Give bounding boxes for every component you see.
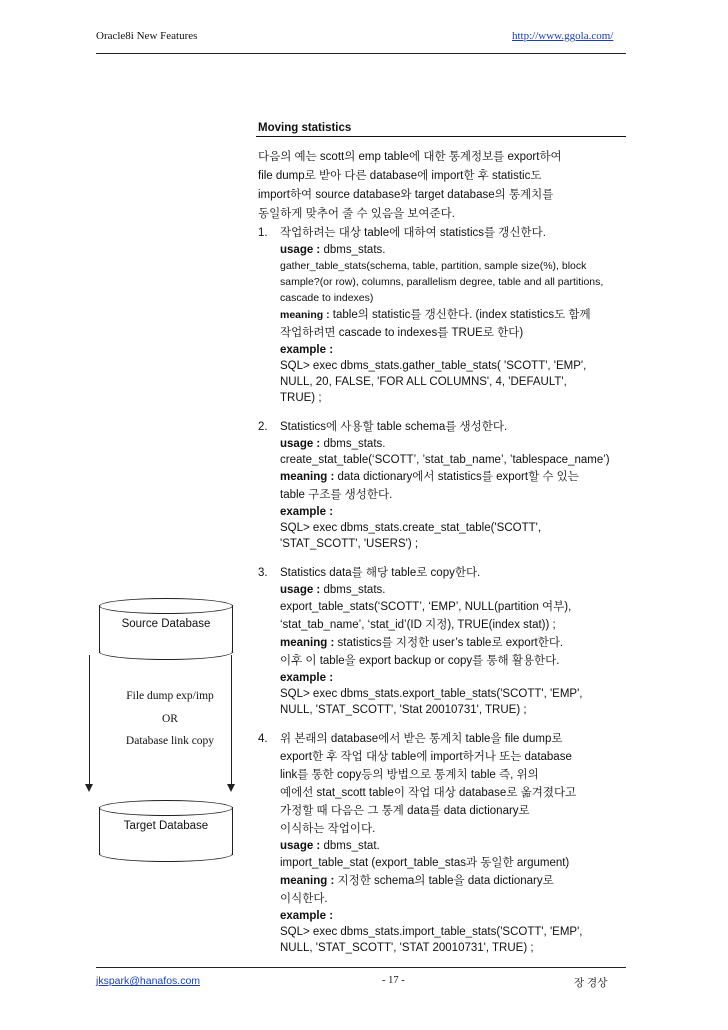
meaning-label: meaning : <box>280 637 335 649</box>
right-arrow-head <box>227 784 235 792</box>
meaning-line <box>280 634 630 652</box>
section-title-underline <box>256 136 626 137</box>
heading-continuation: link를 통한 copy등의 방법으로 통계치 table 즉, 위의 <box>280 769 539 781</box>
usage-text: dbms_stats. <box>320 584 386 596</box>
step-heading: 위 본래의 database에서 받은 통계치 table을 file dump로 <box>280 733 563 745</box>
footer-email-link[interactable]: jkspark@hanafos.com <box>96 975 201 987</box>
heading-continuation: export한 후 작업 대상 table에 import하거나 또는 database <box>280 751 572 763</box>
intro-paragraph <box>258 148 630 224</box>
usage-text: dbms_stats. <box>320 244 386 256</box>
step-3 <box>258 564 630 718</box>
meaning-text: data dictionary에서 statistics를 export할 수 있는 <box>334 471 579 483</box>
usage-line <box>280 242 630 258</box>
meaning-text: table의 statistic를 갱신한다. (index statistics도 함께 <box>329 309 591 321</box>
transfer-method-line: File dump exp/imp <box>126 690 214 702</box>
meaning-line <box>280 306 630 324</box>
example-code-line: TRUE) ; <box>280 392 322 404</box>
example-code-line: NULL, 20, FALSE, 'FOR ALL COLUMNS', 4, 'DEFAULT', <box>280 376 567 388</box>
example-code-line: NULL, 'STAT_SCOTT', 'STAT 20010731', TRUE) ; <box>280 942 534 954</box>
meaning-continuation: 이식한다. <box>280 893 328 905</box>
usage-continuation: sample?(or row), columns, parallelism degree, table and all partitions, <box>280 276 604 288</box>
meaning-text: statistics를 지정한 user’s table로 export한다. <box>334 637 564 649</box>
usage-continuation: cascade to indexes) <box>280 292 374 304</box>
intro-line: 동일하게 맞추어 줄 수 있음을 보여준다. <box>258 208 455 220</box>
example-code-line: SQL> exec dbms_stats.gather_table_stats( 'SCOTT', 'EMP', <box>280 360 587 372</box>
meaning-continuation: table 구조를 생성한다. <box>280 489 393 501</box>
transfer-method-line: Database link copy <box>125 735 215 747</box>
example-code-line: 'STAT_SCOTT', 'USERS') ; <box>280 538 419 550</box>
left-arrow-shaft <box>89 655 90 785</box>
right-arrow-shaft <box>231 655 232 785</box>
meaning-line <box>280 468 630 486</box>
usage-label: usage : <box>280 584 321 596</box>
header-url-link[interactable]: http://www.ggola.com/ <box>512 30 614 42</box>
usage-text: dbms_stats. <box>320 438 386 450</box>
step-heading: Statistics data를 해당 table로 copy한다. <box>280 567 481 579</box>
intro-line: import하여 source database와 target database의 통계치를 <box>258 189 554 201</box>
example-code-line: NULL, 'STAT_SCOTT', 'Stat 20010731', TRUE) ; <box>280 704 527 716</box>
footer-divider <box>96 967 626 968</box>
intro-line: 다음의 예는 scott의 emp table에 대한 통계정보를 export하여 <box>258 151 562 163</box>
meaning-continuation: 이후 이 table을 export backup or copy를 통해 활용한다. <box>280 655 560 667</box>
example-code-line: SQL> exec dbms_stats.create_stat_table('SCOTT', <box>280 522 542 534</box>
left-arrow-head <box>85 784 93 792</box>
header-divider <box>96 53 626 54</box>
usage-line <box>280 582 630 598</box>
step-number: 1. <box>258 227 268 239</box>
usage-continuation: ‘stat_tab_name’, ‘stat_id’(ID 지정), TRUE(index stat)) ; <box>280 619 556 631</box>
meaning-label: meaning : <box>280 875 335 887</box>
meaning-continuation: 작업하려면 cascade to indexes를 TRUE로 한다) <box>280 327 524 339</box>
footer-author: 장 경상 <box>574 977 608 989</box>
source-database-label: Source Database <box>121 618 211 630</box>
meaning-text: 지정한 schema의 table을 data dictionary로 <box>334 875 554 887</box>
example-label: example : <box>280 344 334 356</box>
usage-continuation: import_table_stat (export_table_stas과 동일한 argument) <box>280 857 570 869</box>
example-label: example : <box>280 910 334 922</box>
heading-continuation: 예에선 stat_scott table이 작업 대상 database로 옮겨졌다고 <box>280 787 577 799</box>
usage-line <box>280 436 630 452</box>
meaning-label: meaning : <box>280 309 330 321</box>
steps-list <box>258 224 630 956</box>
step-2 <box>258 418 630 552</box>
step-number: 3. <box>258 567 268 579</box>
example-code-line: SQL> exec dbms_stats.import_table_stats('SCOTT', 'EMP', <box>280 926 583 938</box>
step-number: 4. <box>258 733 268 745</box>
usage-label: usage : <box>280 244 321 256</box>
heading-continuation: 가정할 때 다음은 그 통계 data를 data dictionary로 <box>280 805 530 817</box>
section-title: Moving statistics <box>258 122 352 134</box>
meaning-line <box>280 872 630 890</box>
example-label: example : <box>280 506 334 518</box>
usage-label: usage : <box>280 438 321 450</box>
step-heading: 작업하려는 대상 table에 대하여 statistics를 갱신한다. <box>280 227 546 239</box>
usage-continuation: export_table_stats(‘SCOTT’, ‘EMP’, NULL(partition 여부), <box>280 601 572 613</box>
usage-line <box>280 838 630 854</box>
step-number: 2. <box>258 421 268 433</box>
usage-text: dbms_stat. <box>320 840 380 852</box>
page-number: - 17 - <box>382 975 405 986</box>
example-label: example : <box>280 672 334 684</box>
transfer-method-line: OR <box>162 713 178 725</box>
meaning-label: meaning : <box>280 471 335 483</box>
usage-label: usage : <box>280 840 321 852</box>
step-4 <box>258 730 630 956</box>
example-code-line: SQL> exec dbms_stats.export_table_stats('SCOTT', 'EMP', <box>280 688 583 700</box>
heading-continuation: 이식하는 작업이다. <box>280 823 376 835</box>
intro-line: file dump로 받아 다른 database에 import한 후 statistic도 <box>258 170 542 182</box>
header-title: Oracle8i New Features <box>96 30 198 42</box>
usage-continuation: gather_table_stats(schema, table, partition, sample size(%), block <box>280 260 587 272</box>
step-1 <box>258 224 630 406</box>
target-database-label: Target Database <box>123 820 209 832</box>
usage-continuation: create_stat_table(‘SCOTT’, ’stat_tab_name’, ’tablespace_name’) <box>280 454 610 466</box>
step-heading: Statistics에 사용할 table schema를 생성한다. <box>280 421 508 433</box>
